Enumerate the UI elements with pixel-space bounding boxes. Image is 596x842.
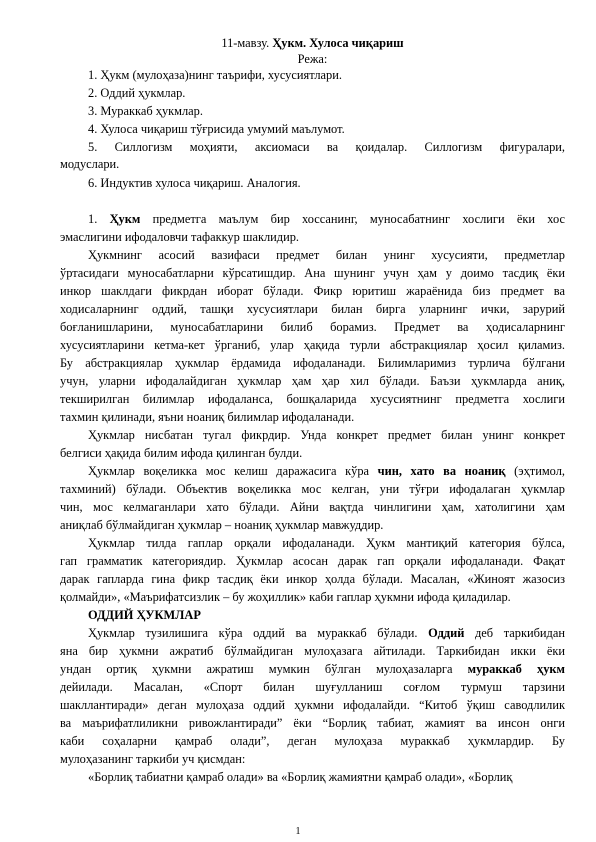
term-hukm: Ҳукм [109,212,141,226]
text-line: тахмин қилинади, яъни ноаниқ билимлар ифодаланади. [60,410,355,424]
text-line: дарак гапларда гина фикр тасдиқ ёки инкор ҳолда бўлади. Масалан, «Жиноят жазосиз [60,572,565,586]
text-line: шакллантиради» деган мулоҳаза оддий ҳукмни ифодалайди. “Китоб ўқиш саводлилик [60,698,565,712]
text-line: белгиси ҳақида билим ифода қилинган булди. [60,446,303,460]
text-line: хусусиятларини кетма-кет ўрганиб, улар ҳақида турли абстракциялар ҳосил қиламиз. [60,338,565,352]
title-topic: Ҳукм. Хулоса чиқариш [272,36,404,50]
text-line: ўртасидаги муносабатларни кўрсатишдир. Ана шунинг учун ҳам у доимо тасдиқ ёки [60,266,565,280]
text-line: учун, уларни ифодалайдиган ҳукмлар ҳам ҳар хил бўлади. Баъзи ҳукмларда аниқ, [60,374,565,388]
plan-item: 2. Оддий ҳукмлар. [88,86,186,100]
text-line: эмаслигини ифодаловчи тафаккур шаклидир. [60,230,300,244]
text-line: мулоҳазанинг таркиби уч қисмдан: [60,752,246,766]
lecture-title [60,36,565,51]
text-line: дейилади. Масалан, «Спорт билан шуғулланиш соғлом турмуш тарзини [60,680,565,694]
text-line: «Борлиқ табиатни қамраб олади» ва «Борлиқ жамиятни қамраб олади», «Борлиқ [88,770,513,784]
text-line: текширилган билимлар ифодаланса, бошқаларида хусусиятнинг предметга хослиги [60,392,565,406]
paragraph-truth-values: Ҳукмлар воқеликка мос келиш даражасига кўра чин, хато ва ноаниқ (эҳтимол, [88,464,565,478]
text-line: тахминий) бўлади. Объектив воқеликка мос келган, уни тўғри ифодалаган ҳукмлар [60,482,565,496]
text-line: инкор шаклдаги фикрдан иборат бўлади. Фикр юритиш жараёнида биз предмет ва [60,284,565,298]
text-line: аниқлаб бўлмайдиган ҳукмлар – ноаниқ ҳукмлар мавжуддир. [60,518,384,532]
term-truth-values: чин, хато ва ноаниқ [377,464,506,478]
section-heading: ОДДИЙ ҲУКМЛАР [88,608,201,622]
text-line: яна бир ҳукмни ажратиб бўлмайдиган мулоҳазага айтилади. Таркибидан икки ёки [60,644,565,658]
term-simple: Оддий [428,626,465,640]
text-line: боғланишларини, муносабатларини билиб борамиз. Предмет ва ҳодисаларнинг [60,320,565,334]
text-line: Ҳукмнинг асосий вазифаси предмет билан унинг хусусияти, предметлар [88,248,565,262]
paragraph-simple-judgment: Ҳукмлар тузилишига кўра оддий ва мураккаб бўлади. Оддий деб таркибидан [88,626,565,640]
text-line: Ҳукмлар нисбатан тугал фикрдир. Унда конкрет предмет билан унинг конкрет [88,428,565,442]
text-line: чин, мос келмаганлари хато бўлади. Айни вақтда чинлигини ҳам, хатолигини ҳам [60,500,565,514]
plan-label: Режа: [297,52,328,66]
text-line: Бу абстракциялар ҳукмлар ёрдамида ифодаланади. Билимларимиз турлича бўлгани [60,356,565,370]
page-number: 1 [295,826,301,837]
paragraph-definition: 1. Ҳукм предметга маълум бир хоссанинг, муносабатнинг хослиги ёки хос [88,212,566,226]
text-line: ва маърифатлиликни ривожлантиради” ёки “Борлиқ табиат, жамият ва инсон онги [60,716,565,730]
text-line: Ҳукмлар тилда гаплар орқали ифодаланади. Ҳукм мантиқий категория бўлса, [88,536,565,550]
plan-item: 6. Индуктив хулоса чиқариш. Аналогия. [88,176,301,190]
plan-item: 1. Ҳукм (мулоҳаза)нинг таърифи, хусусиятлари. [88,68,342,82]
plan-item: 4. Хулоса чиқариш тўғрисида умумий маълумот. [88,122,345,136]
plan-item: 5. Силлогизм моҳияти, аксиомаси ва қоидалар. Силлогизм фигуралари, [88,140,565,154]
text-line: ундан ортиқ ҳукмни ажратиш мумкин бўлган мулоҳазаларга мураккаб ҳукм [60,662,565,676]
term-complex: мураккаб ҳукм [467,662,565,676]
text-line: гап грамматик категориядир. Ҳукмлар асосан дарак гап орқали ифодаланади. Фақат [60,554,565,568]
plan-item: 3. Мураккаб ҳукмлар. [88,104,203,118]
text-line: қолмайди», «Маърифатсизлик – бу жоҳиллик» каби гаплар ҳукмни ифода қиладилар. [60,590,511,604]
title-prefix: 11-мавзу. [221,36,273,50]
text-line: каби соҳаларни қамраб олади”, деган мулоҳаза мураккаб ҳукмлардир. Бу [60,734,565,748]
text-line: ходисаларнинг оддий, ташқи хусусиятлари билан бирга уларнинг ички, зарурий [60,302,565,316]
plan-item-continued: модуслари. [60,157,120,171]
